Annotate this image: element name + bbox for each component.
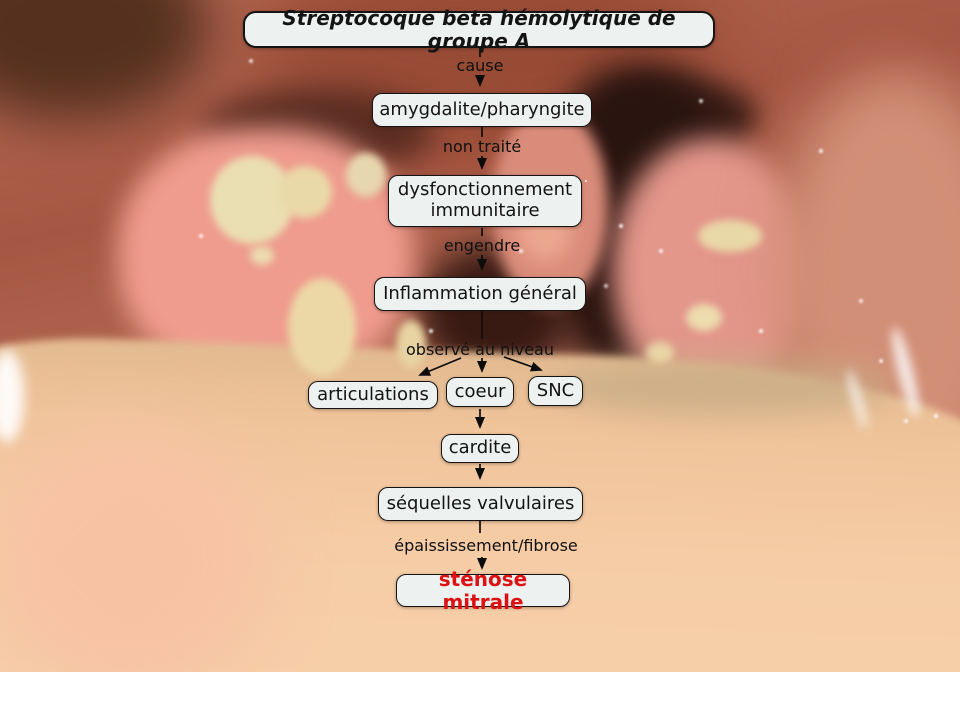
node-coeur	[446, 377, 514, 407]
edge-label-observe: observé au niveau	[406, 340, 554, 359]
node-label: Inflammation général	[383, 282, 577, 304]
node-label: coeur	[454, 380, 506, 402]
node-label: sténose mitrale	[438, 566, 528, 614]
node-dysfonctionnement	[388, 175, 582, 227]
node-label: articulations	[317, 383, 429, 405]
edge-label-engendre: engendre	[443, 236, 521, 255]
node-label: séquelles valvulaires	[386, 492, 575, 514]
node-stenose	[396, 566, 570, 614]
node-title	[243, 5, 715, 53]
node-sequelles	[378, 487, 583, 521]
node-inflammation	[374, 277, 586, 311]
edge-label-cause: cause	[456, 56, 504, 75]
node-articulations	[308, 381, 438, 409]
edge-label-non-traite: non traité	[442, 137, 522, 156]
node-label: amygdalite/pharyngite	[379, 98, 585, 120]
node-snc	[528, 376, 583, 406]
edge-label-epaississement: épaississement/fibrose	[394, 536, 578, 555]
node-label: SNC	[536, 379, 575, 401]
title-text: Streptocoque beta hémolytique de groupe A	[282, 5, 676, 53]
node-label: cardite	[448, 437, 512, 459]
node-label: dysfonctionnement immunitaire	[397, 179, 573, 221]
node-cardite	[441, 434, 519, 463]
node-amygdalite	[372, 93, 592, 127]
